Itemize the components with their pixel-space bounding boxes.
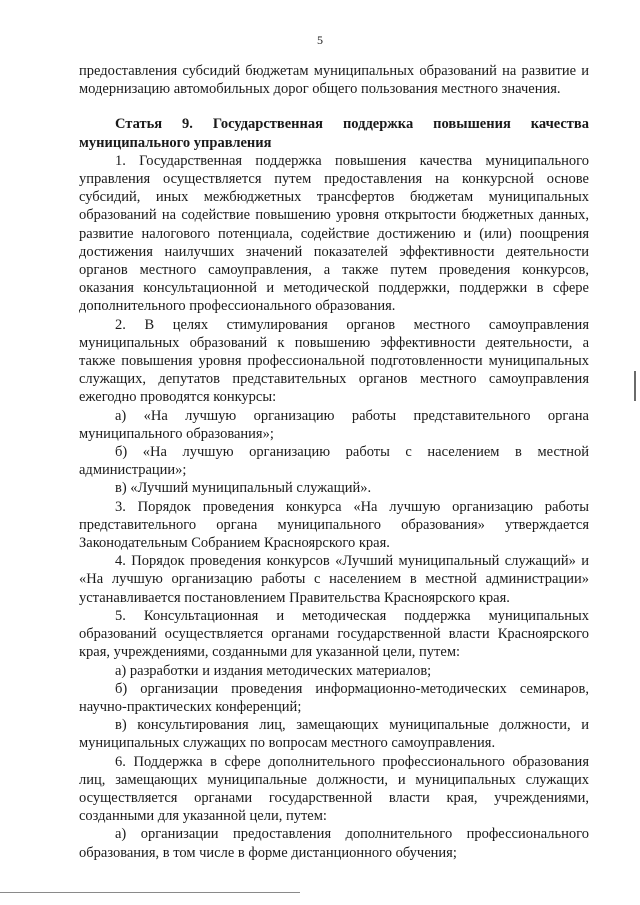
paragraph-2-item-c: в) «Лучший муниципальный служащий». (115, 480, 372, 497)
article-heading: Статья 9. Государственная поддержка повышения качества муниципального управления (79, 116, 589, 151)
bottom-rule (0, 892, 300, 893)
paragraph-5-item-a: а) разработки и издания методических материалов; (115, 662, 432, 679)
paragraph-1: 1. Государственная поддержка повышения качества муниципального управления осуществляется путем предоставления на конкурсной основе субсидий, иных межбюджетных трансфертов бюджетам муниципальных образований на содействие повышению уровня открытости бюджетных данных, развитие налогового потенциала, содействие достижению и (или) поощрения достижения наилучших значений показателей эффективности деятельности органов местного самоуправления, а также путем проведения конкурсов, оказания консультационной и методической поддержки, поддержки в сфере дополнительного профессионального образования. (79, 152, 589, 315)
paragraph-2-item-b: б) «На лучшую организацию работы с населением в местной администрации»; (79, 444, 589, 479)
paragraph-6-item-a: а) организации предоставления дополнительного профессионального образования, в том числе в форме дистанционного обучения; (79, 826, 589, 861)
paragraph-5: 5. Консультационная и методическая поддержка муниципальных образований осуществляется органами государственной власти Красноярского края, учреждениями, созданными для указанной цели, путем: (79, 607, 589, 661)
paragraph-2-item-a: а) «На лучшую организацию работы представительного органа муниципального образования»; (79, 407, 589, 442)
paragraph-3: 3. Порядок проведения конкурса «На лучшую организацию работы представительного органа муниципального образования» утверждается Законодательным Собранием Красноярского края. (79, 498, 589, 552)
page-number: 5 (317, 33, 323, 47)
paragraph-6: 6. Поддержка в сфере дополнительного профессионального образования лиц, замещающих муниципальные должности, и муниципальных служащих осуществляется органами государственной власти края, учреждениями, созданными для указанной цели, путем: (79, 753, 589, 825)
scan-artifact-mark (634, 371, 636, 401)
paragraph-2: 2. В целях стимулирования органов местного самоуправления муниципальных образований к повышению эффективности деятельности, а также повышения уровня профессиональной подготовленности муниципальных служащих, депутатов представительных органов местного самоуправления ежегодно проводятся конкурсы: (79, 316, 589, 406)
document-body (79, 62, 589, 862)
paragraph-5-item-c: в) консультирования лиц, замещающих муниципальные должности, и муниципальных служащих по вопросам местного самоуправления. (79, 717, 589, 752)
paragraph-4: 4. Порядок проведения конкурсов «Лучший муниципальный служащий» и «На лучшую организацию работы с населением в местной администрации» устанавливается постановлением Правительства Красноярского края. (79, 553, 589, 606)
paragraph-intro: предоставления субсидий бюджетам муниципальных образований на развитие и модернизацию автомобильных дорог общего пользования местного значения. (79, 63, 589, 98)
paragraph-5-item-b: б) организации проведения информационно-методических семинаров, научно-практических конференций; (79, 680, 589, 715)
